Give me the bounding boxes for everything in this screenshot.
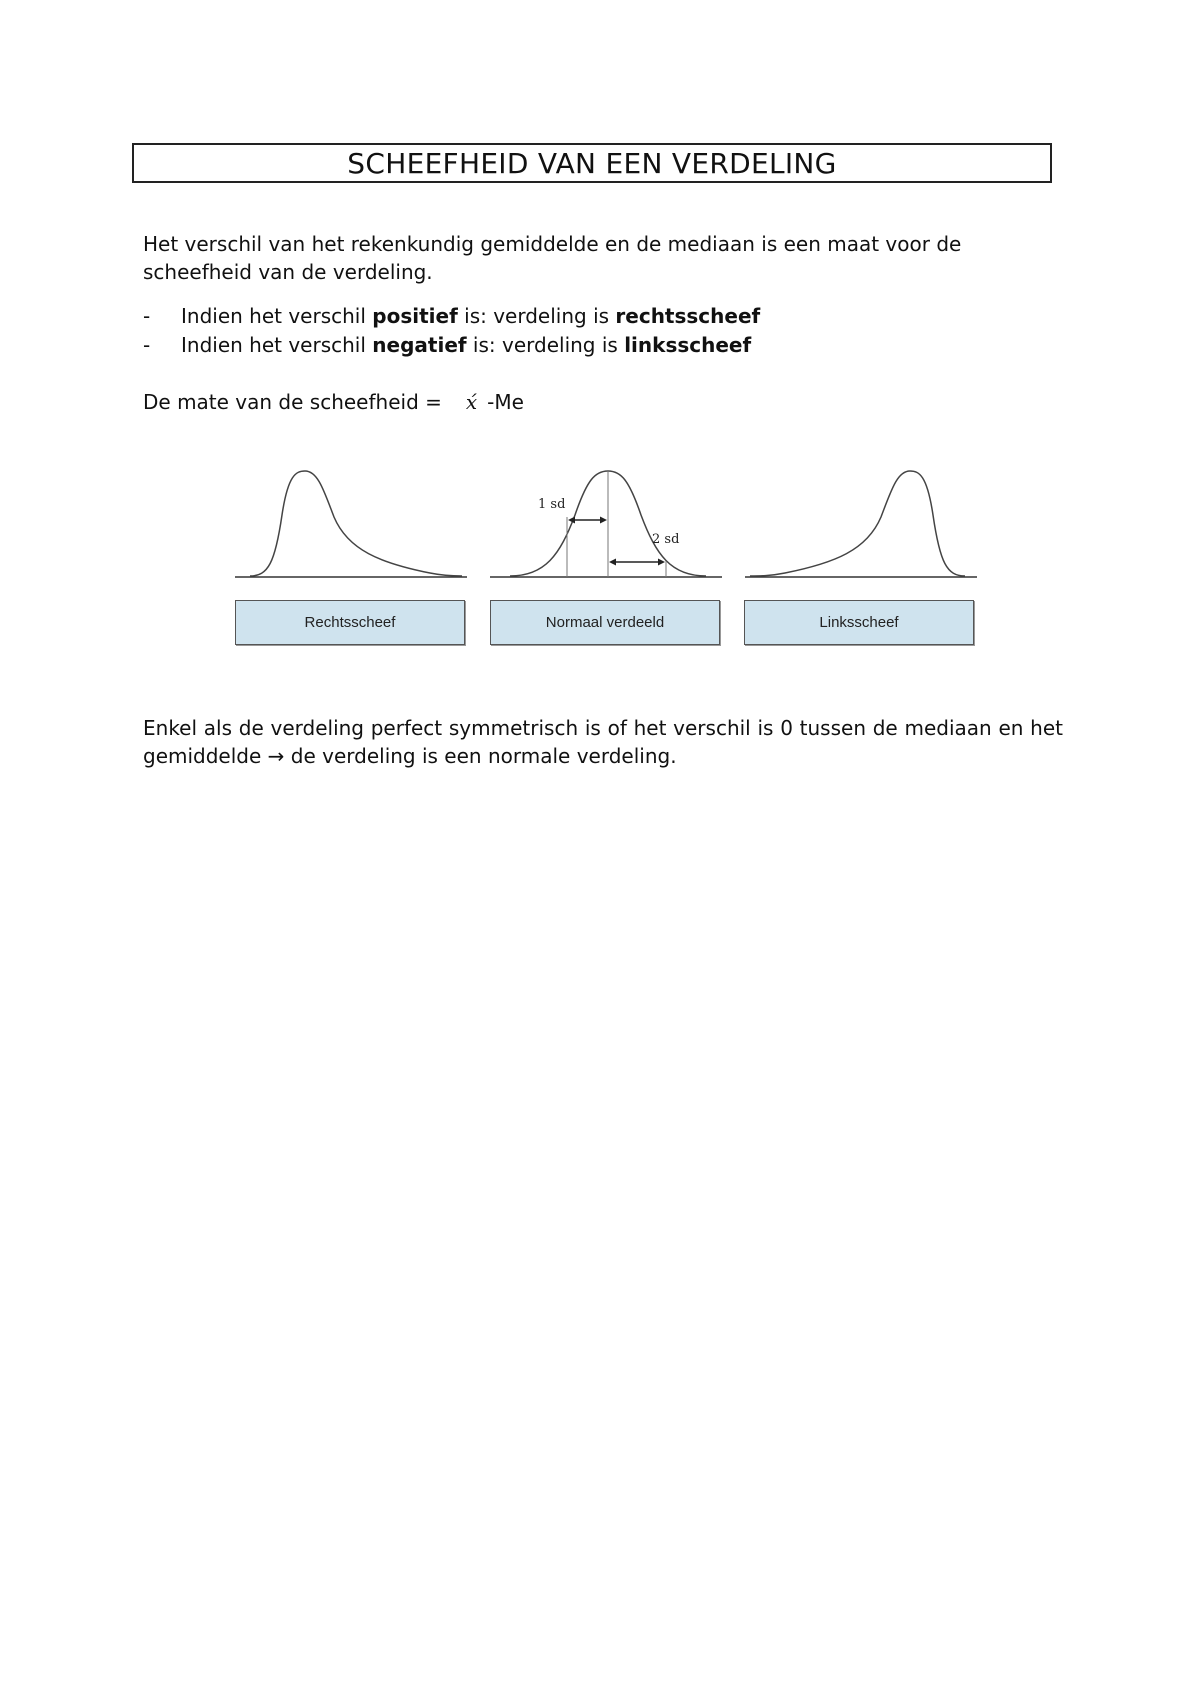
list-item [143,331,760,360]
list-item [143,302,760,331]
intro-paragraph: Het verschil van het rekenkundig gemiddelde en de mediaan is een maat voor de scheefheid van de verdeling. [143,232,962,284]
distribution-figure [230,455,980,655]
list-text: Indien het verschil [181,333,373,357]
formula-rest: -Me [487,390,524,414]
distribution-curves [230,455,980,600]
list-bold-term: linksscheef [624,333,752,357]
label-right-skewed: Rechtsscheef [235,600,465,645]
list-dash: - [143,304,151,328]
right-skewed-curve [250,471,462,576]
page-title: SCHEEFHEID VAN EEN VERDELING [132,143,1052,183]
label-left-skewed: Linksscheef [744,600,974,645]
skewness-formula [143,388,1063,416]
arrow-head [609,559,616,566]
arrow-head [600,517,607,524]
formula-label: De mate van de scheefheid = [143,390,442,414]
mean-symbol: x́ [465,390,478,414]
label-normal: Normaal verdeeld [490,600,720,645]
closing-paragraph: Enkel als de verdeling perfect symmetrisch is of het verschil is 0 tussen de mediaan en het gemiddelde → de verdeling is een normale verdeling. [143,716,1063,768]
list-bold-term: negatief [372,333,467,357]
list-text: Indien het verschil [181,304,373,328]
left-skewed-curve [750,471,965,576]
arrow-head [658,559,665,566]
list-bold-term: positief [372,304,458,328]
sd2-label: 2 sd [652,532,680,547]
list-dash: - [143,333,151,357]
list-text: is: verdeling is [457,304,616,328]
list-bold-term: rechtsscheef [615,304,761,328]
list-text: is: verdeling is [466,333,625,357]
sd1-label: 1 sd [538,497,566,512]
bullet-list [143,302,760,360]
